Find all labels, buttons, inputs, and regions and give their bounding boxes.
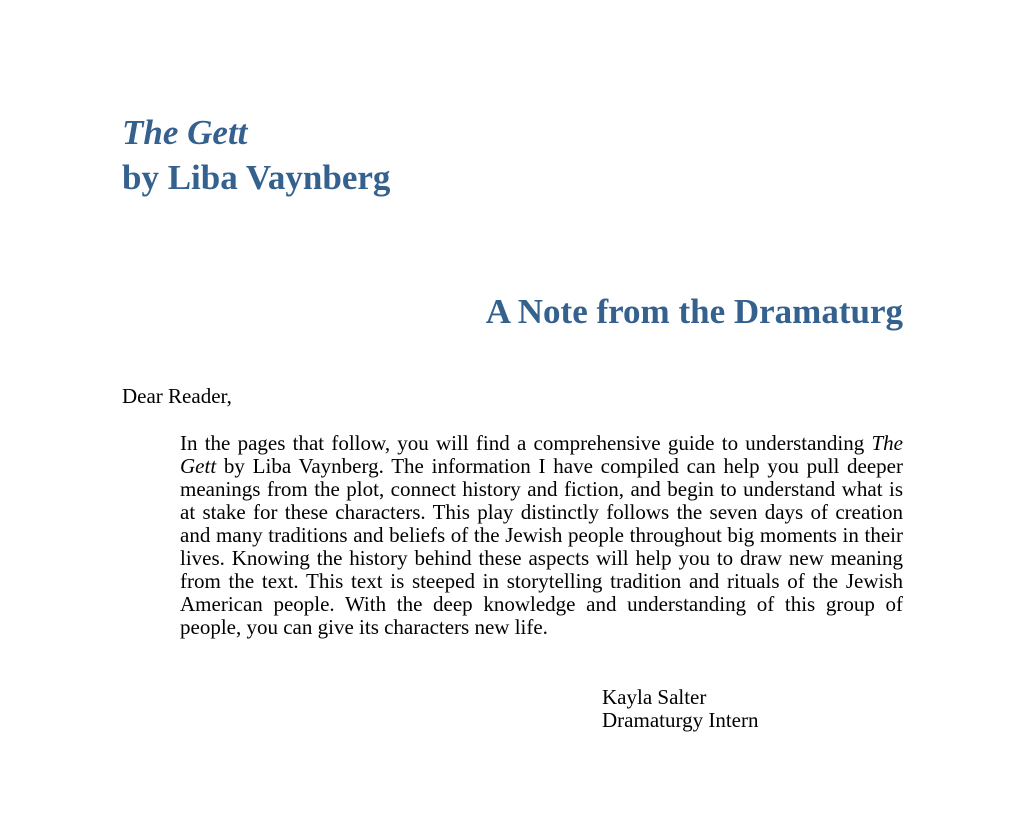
play-byline: by Liba Vaynberg: [122, 158, 391, 197]
paragraph-play-title-reference: The Gett: [180, 431, 903, 478]
body-paragraph: [180, 432, 903, 639]
signature-block: [602, 686, 758, 732]
play-title: The Gett: [122, 113, 248, 152]
signature-name: Kayla Salter: [602, 685, 707, 709]
paragraph-rest-text: by Liba Vaynberg. The information I have compiled can help you pull deeper meanings from the plot, connect history and fiction, and begin to understand what is at stake for these characters. This play distinctly follows the seven days of creation and many traditions and beliefs of the Jewish people throughout big moments in their lives. Knowing the history behind these aspects will help you to draw new meaning from the text. This text is steeped in storytelling tradition and rituals of the Jewish American people. With the deep knowledge and understanding of this group of people, you can give its characters new life.: [180, 454, 903, 639]
signature-role: Dramaturgy Intern: [602, 708, 759, 732]
title-block: [122, 110, 390, 200]
section-heading: A Note from the Dramaturg: [485, 292, 903, 331]
paragraph-lead-text: In the pages that follow, you will find a comprehensive guide to understanding: [180, 431, 872, 455]
salutation: Dear Reader,: [122, 384, 232, 408]
